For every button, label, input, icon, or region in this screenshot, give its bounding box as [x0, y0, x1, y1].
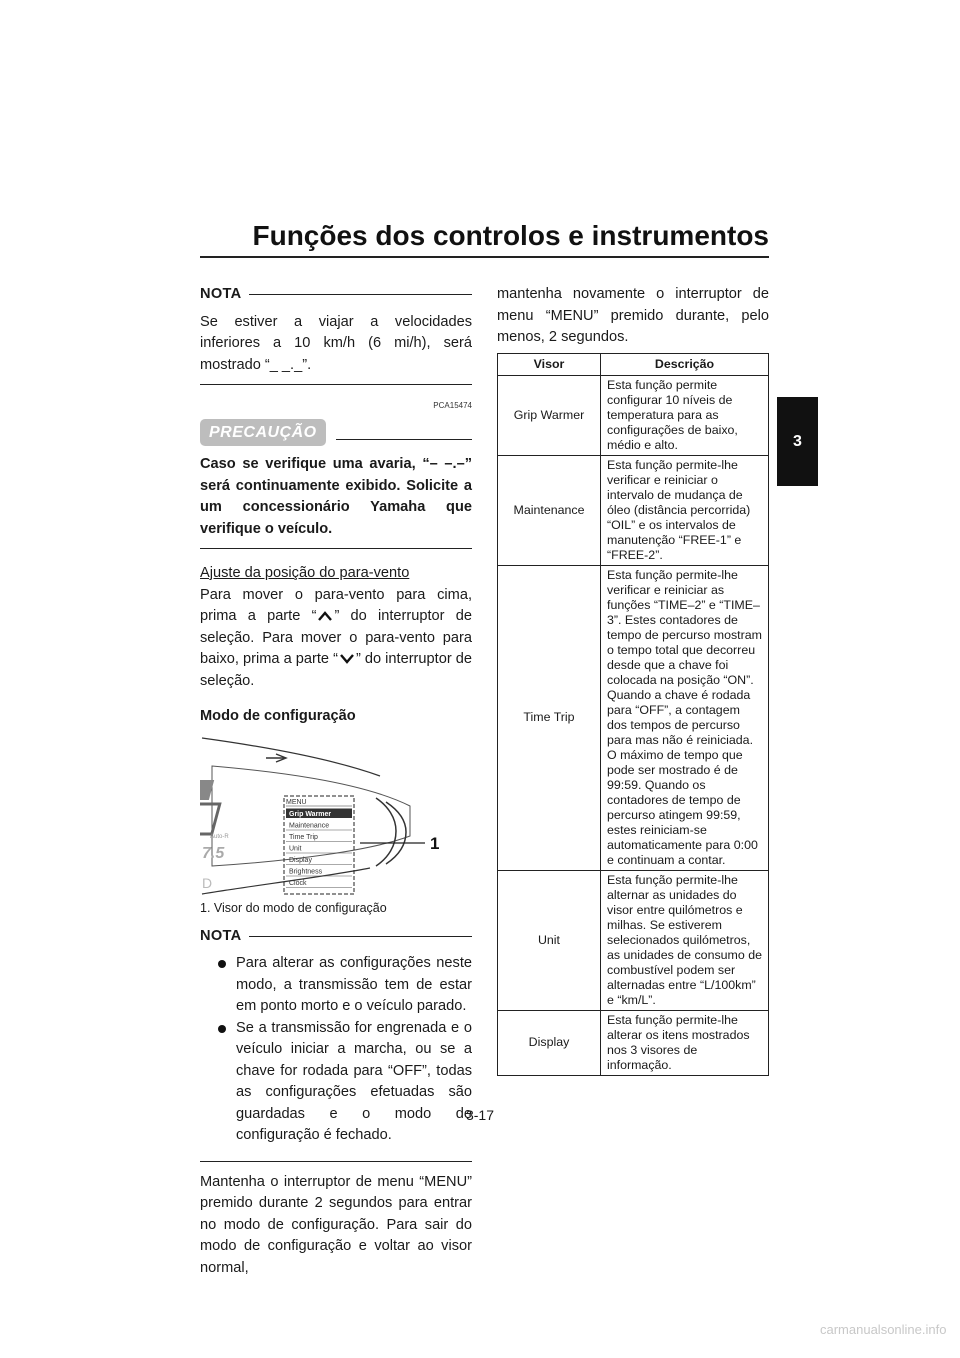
config-mode-heading: Modo de configuração — [200, 708, 356, 724]
nota-header — [200, 284, 472, 306]
menu-title: MENU — [286, 798, 307, 806]
instrument-display-illustration — [200, 736, 472, 896]
nota2-end-rule — [200, 1161, 472, 1162]
visor-cell: Grip Warmer — [498, 375, 601, 455]
menu-paragraph: Mantenha o interruptor de menu “MENU” premido durante 2 segundos para entrar no modo de configuração. Para sair do modo de configuração e voltar ao visor normal, — [200, 1173, 472, 1276]
precaucao-badge: PRECAUÇÃO — [200, 419, 326, 447]
auto-r-label: Auto-R — [210, 833, 229, 840]
header-rule — [200, 256, 769, 258]
visor-cell: Display — [498, 1010, 601, 1075]
visor-cell: Maintenance — [498, 455, 601, 565]
nota2-label: NOTA — [200, 927, 242, 944]
chapter-tab: 3 — [777, 397, 818, 486]
watermark: carmanualsonline.info — [820, 1322, 947, 1337]
visor-cell: Unit — [498, 870, 601, 1010]
menu-item-label: Clock — [289, 879, 307, 887]
precaucao-end-rule — [200, 548, 472, 549]
menu-item-label: Time Trip — [289, 833, 318, 841]
description-cell: Esta função permite configurar 10 níveis de temperatura para as configurações de baixo, médio e alto. — [601, 375, 769, 455]
nota2-header — [200, 926, 472, 948]
table-row — [498, 455, 769, 565]
warning-code: PCA15474 — [433, 401, 472, 410]
menu-item-label: Maintenance — [289, 822, 330, 829]
table-row — [498, 565, 769, 870]
page-number: 3-17 — [465, 1107, 495, 1123]
config-display-figure — [200, 736, 472, 896]
table-row — [498, 1010, 769, 1075]
figure-caption: 1. Visor do modo de configuração — [200, 900, 387, 915]
svg-text:7.5: 7.5 — [202, 844, 225, 862]
menu-item-label: Display — [289, 856, 312, 864]
precaucao-header — [200, 419, 472, 447]
chevron-down-icon — [338, 653, 356, 665]
bullet-icon — [218, 960, 226, 968]
right-column — [497, 284, 769, 1076]
list-item: Se a transmissão for engrenada e o veículo iniciar a marcha, ou se a chave for rodada para “OFF”, todas as configurações efetuadas são guardadas e o modo de configuração é fechado. — [200, 1018, 472, 1147]
description-cell: Esta função permite-lhe verificar e reiniciar o intervalo de mudança de óleo (distância percorrida) “OIL” e os intervalos de manutenção “FREE-1” e “FREE-2”. — [601, 455, 769, 565]
settings-table — [497, 353, 769, 1076]
windshield-text: Para mover o para-vento para cima, prima a parte “ ” do interruptor de seleção. Para mover o para-vento para baixo, prima a parte “ ” do interruptor de seleção. — [200, 586, 473, 689]
menu-item-label: Brightness — [289, 868, 323, 875]
nota-label: NOTA — [200, 286, 242, 302]
menu-item-label: Grip Warmer — [289, 810, 332, 818]
description-cell: Esta função permite-lhe alternar as unidades do visor entre quilómetros e milhas. Se estiverem selecionados quilómetros, as unidades de consumo de combustível podem ser alternadas entre “L/100km” e “km/L”. — [601, 870, 769, 1010]
list-item: Para alterar as configurações neste modo, a transmissão tem de estar em ponto morto e o veículo parado. — [200, 953, 472, 1018]
table-header-visor: Visor — [498, 353, 601, 375]
table-row — [498, 375, 769, 455]
callout-number: 1 — [430, 833, 440, 853]
windshield-heading: Ajuste da posição do para-vento — [200, 565, 410, 581]
table-row — [498, 870, 769, 1010]
left-column — [200, 284, 472, 1279]
menu-paragraph-continued: mantenha novamente o interruptor de menu “MENU” premido durante, pelo menos, 2 segundos. — [497, 286, 769, 345]
nota-end-rule — [200, 384, 472, 385]
page-title: Funções dos controlos e instrumentos — [252, 220, 769, 251]
chevron-up-icon — [316, 610, 334, 622]
svg-text:D: D — [202, 874, 213, 891]
table-header-descricao: Descrição — [601, 353, 769, 375]
visor-cell: Time Trip — [498, 565, 601, 870]
nota-text: Se estiver a viajar a velocidades inferiores a 10 km/h (6 mi/h), será mostrado “_ _._”. — [200, 313, 472, 373]
description-cell: Esta função permite-lhe alterar os itens mostrados nos 3 visores de informação. — [601, 1010, 769, 1075]
menu-item-label: Unit — [289, 845, 302, 852]
bullet-icon — [218, 1025, 226, 1033]
description-cell: Esta função permite-lhe verificar e reiniciar as funções “TIME–2” e “TIME–3”. Estes contadores de tempo de percurso mostram o tempo total que decorreu desde que a chave foi colocada na posição “ON”. Quando a chave é rodada para “OFF”, a contagem dos tempos de percurso para mas não é reiniciada. O máximo de tempo que pode ser mostrado é de 99:59. Quando os contadores de tempo de percurso atingem 99:59, estes reiniciam-se automaticamente para 0:00 e continuam a contar. — [601, 565, 769, 870]
precaucao-text: Caso se verifique uma avaria, “– –.–” será continuamente exibido. Solicite a um concessionário Yamaha que verifique o veículo. — [200, 456, 472, 537]
